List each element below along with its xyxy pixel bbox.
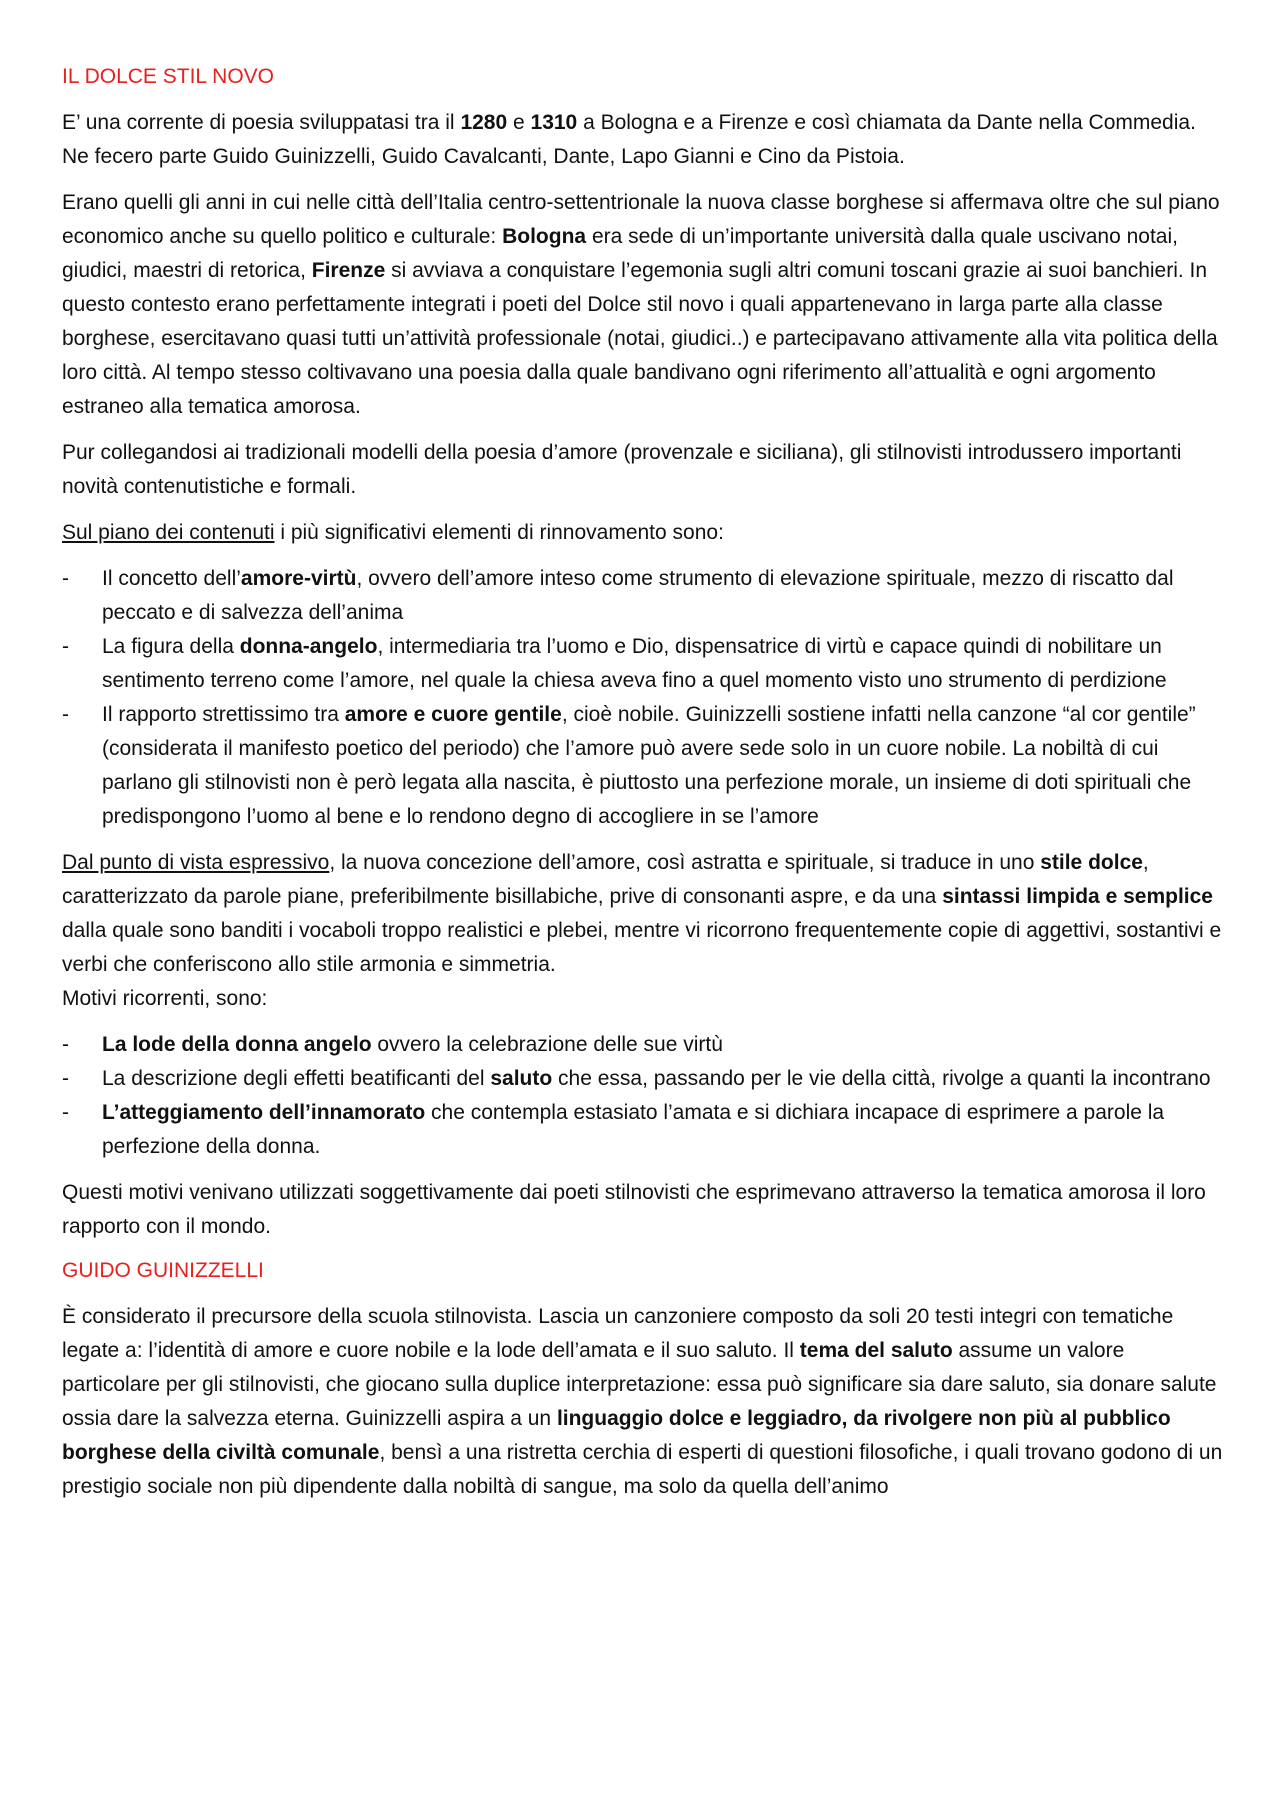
list-item: - La figura della donna-angelo, intermediaria tra l’uomo e Dio, dispensatrice di virtù e capace quindi di nobilitare un sentimento terreno come l’amore, nel quale la chiesa aveva fino a quel momento visto uno strumento di perdizione — [62, 635, 1167, 692]
paragraph-conclusion: Questi motivi venivano utilizzati soggettivamente dai poeti stilnovisti che esprimevano attraverso la tematica amorosa il loro rapporto con il mondo. — [62, 1181, 1206, 1238]
list-item: - La lode della donna angelo ovvero la celebrazione delle sue virtù — [62, 1033, 723, 1056]
paragraph-innovations: Pur collegandosi ai tradizionali modelli della poesia d’amore (provenzale e siciliana), gli stilnovisti introdussero importanti novità contenutistiche e formali. — [62, 441, 1182, 498]
list-content-elements — [62, 562, 1224, 834]
list-item: - L’atteggiamento dell’innamorato che contempla estasiato l’amata e si dichiara incapace di esprimere a parole la perfezione della donna. — [62, 1101, 1165, 1158]
paragraph-expressive: Dal punto di vista espressivo, la nuova concezione dell’amore, così astratta e spirituale, si traduce in uno stile dolce, caratterizzato da parole piane, preferibilmente bisillabiche, prive di consonanti aspre, e da una sintassi limpida e semplice dalla quale sono banditi i vocaboli troppo realistici e plebei, mentre vi ricorrono frequentemente copie di aggettivi, sostantivi e verbi che conferiscono allo stile armonia e simmetria. — [62, 851, 1222, 976]
paragraph-guinizzelli: È considerato il precursore della scuola stilnovista. Lascia un canzoniere composto da soli 20 testi integri con tematiche legate a: l’identità di amore e cuore nobile e la lode dell’amata e il suo saluto. Il tema del saluto assume un valore particolare per gli stilnovisti, che giocano sulla duplice interpretazione: essa può significare sia dare saluto, sia donare salute ossia dare la salvezza eterna. Guinizzelli aspira a un linguaggio dolce e leggiadro, da rivolgere non più al pubblico borghese della civiltà comunale, bensì a una ristretta cerchia di esperti di questioni filosofiche, i quali trovano godono di un prestigio sociale non più dipendente dalla nobiltà di sangue, ma solo da quella dell’animo — [62, 1305, 1223, 1498]
document-body — [62, 62, 1224, 1504]
paragraph-recurring-motifs: Motivi ricorrenti, sono: — [62, 987, 268, 1010]
list-item: - La descrizione degli effetti beatificanti del saluto che essa, passando per le vie della città, rivolge a quanti la incontrano — [62, 1067, 1211, 1090]
section-title-guido-guinizzelli: GUIDO GUINIZZELLI — [62, 1259, 264, 1282]
list-item: - Il rapporto strettissimo tra amore e cuore gentile, cioè nobile. Guinizzelli sostiene infatti nella canzone “al cor gentile” (considerata il manifesto poetico del periodo) che l’amore può avere sede solo in un cuore nobile. La nobiltà di cui parlano gli stilnovisti non è però legata alla nascita, è piuttosto una perfezione morale, un insieme di doti spirituali che predispongono l’uomo al bene e lo rendono degno di accogliere in se l’amore — [62, 703, 1196, 828]
paragraph-intro: E’ una corrente di poesia sviluppatasi tra il 1280 e 1310 a Bologna e a Firenze e così chiamata da Dante nella Commedia. Ne fecero parte Guido Guinizzelli, Guido Cavalcanti, Dante, Lapo Gianni e Cino da Pistoia. — [62, 111, 1196, 168]
paragraph-contents-intro: Sul piano dei contenuti i più significativi elementi di rinnovamento sono: — [62, 521, 724, 544]
section-title-dolce-stil-novo: IL DOLCE STIL NOVO — [62, 65, 274, 88]
list-item: - Il concetto dell’amore-virtù, ovvero dell’amore inteso come strumento di elevazione spirituale, mezzo di riscatto dal peccato e di salvezza dell’anima — [62, 567, 1174, 624]
paragraph-context: Erano quelli gli anni in cui nelle città dell’Italia centro-settentrionale la nuova classe borghese si affermava oltre che sul piano economico anche su quello politico e culturale: Bologna era sede di un’importante università dalla quale uscivano notai, giudici, maestri di retorica, Firenze si avviava a conquistare l’egemonia sugli altri comuni toscani grazie ai suoi banchieri. In questo contesto erano perfettamente integrati i poeti del Dolce stil novo i quali appartenevano in larga parte alla classe borghese, esercitavano quasi tutti un’attività professionale (notai, giudici..) e partecipavano attivamente alla vita politica della loro città. Al tempo stesso coltivavano una poesia dalla quale bandivano ogni riferimento all’attualità e ogni argomento estraneo alla tematica amorosa. — [62, 191, 1220, 418]
list-recurring-motifs — [62, 1028, 1224, 1164]
